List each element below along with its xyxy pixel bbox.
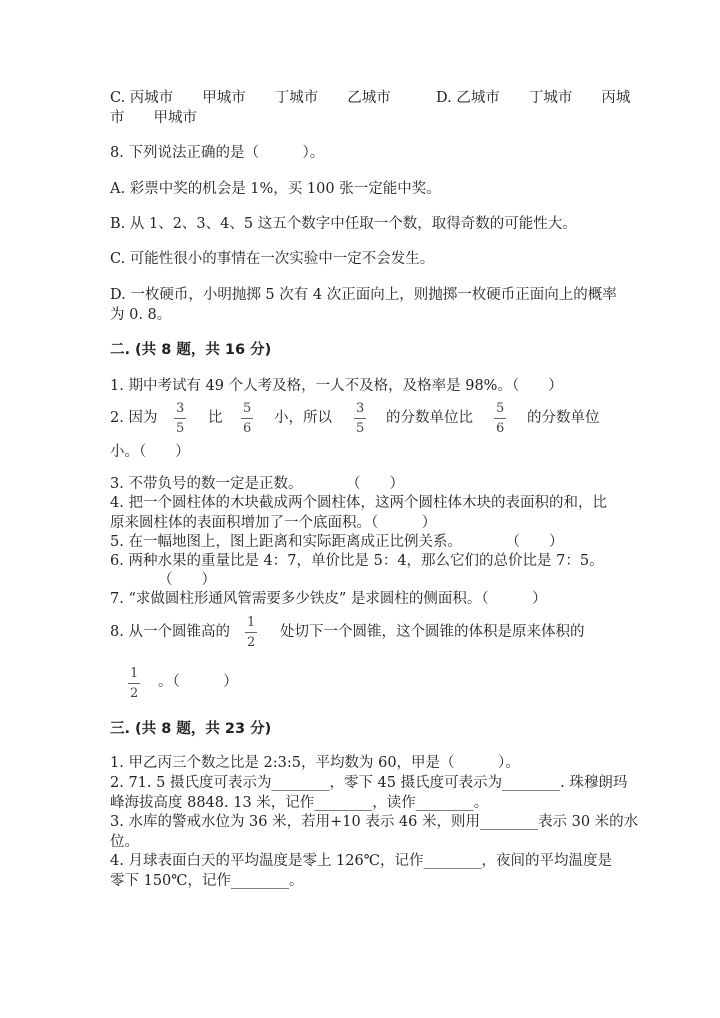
s3-q1: 1. 甲乙丙三个数之比是 2:3:5，平均数为 60，甲是（ ）。 (110, 755, 520, 771)
fraction-numerator: 3 (354, 401, 366, 419)
s3-q3-line1: 3. 水库的警戒水位为 36 米，若用+10 表示 46 米，则用________表示 30 米的水 (110, 814, 639, 830)
fraction-1-2-a (245, 615, 257, 650)
s2-q8-mid: 处切下一个圆锥，这个圆锥的体积是原来体积的 (280, 624, 585, 640)
fraction-denominator: 6 (496, 421, 505, 436)
q8-option-d-line1: D. 一枚硬币，小明抛掷 5 次有 4 次正面向上，则抛掷一枚硬币正面向上的概率 (110, 287, 617, 303)
s2-q6-line1: 6. 两种水果的重量比是 4：7，单价比是 5：4，那么它们的总价比是 7：5。 (110, 553, 604, 569)
fraction-numerator: 5 (494, 401, 506, 419)
s3-q2-line2: 峰海拔高度 8848. 13 米，记作________，读作________。 (110, 795, 489, 811)
q8-option-c: C. 可能性很小的事情在一次实验中一定不会发生。 (110, 251, 435, 267)
s2-q1: 1. 期中考试有 49 个人考及格，一人不及格，及格率是 98%。（ ） (110, 378, 563, 394)
fraction-3-5-a (174, 401, 186, 436)
fraction-numerator: 1 (245, 615, 257, 633)
s2-q4-line2: 原来圆柱体的表面积增加了一个底面积。（ ） (110, 515, 437, 531)
q7-option-c: C. 丙城市 甲城市 丁城市 乙城市 (110, 90, 391, 106)
s2-q5: 5. 在一幅地图上，图上距离和实际距离成正比例关系。 （ ） (110, 534, 564, 550)
s3-q2-line1: 2. 71. 5 摄氏度可表示为________，零下 45 摄氏度可表示为________. 珠穆朗玛 (110, 775, 628, 791)
fraction-denominator: 5 (356, 421, 365, 436)
fraction-denominator: 2 (247, 635, 256, 650)
section-2-title: 二. (共 8 题，共 16 分) (110, 342, 272, 358)
fraction-denominator: 6 (243, 421, 252, 436)
q8-stem: 8. 下列说法正确的是（ ）。 (110, 145, 325, 161)
s2-q2-end: 小。（ ） (110, 444, 190, 460)
fraction-1-2-b (128, 666, 140, 701)
q8-option-b: B. 从 1、2、3、4、5 这五个数字中任取一个数，取得奇数的可能性大。 (110, 216, 577, 232)
s2-q4-line1: 4. 把一个圆柱体的木块截成两个圆柱体，这两个圆柱体木块的表面积的和，比 (110, 495, 607, 511)
fraction-numerator: 5 (241, 401, 253, 419)
s2-q8-end: 。（ ） (158, 674, 238, 690)
s2-q3: 3. 不带负号的数一定是正数。 （ ） (110, 476, 404, 492)
s2-q8-prefix: 8. 从一个圆锥高的 (110, 624, 230, 640)
fraction-numerator: 3 (174, 401, 186, 419)
fraction-denominator: 5 (176, 421, 185, 436)
s2-q2-unit: 的分数单位比 (386, 410, 473, 426)
s3-q4-line2: 零下 150℃，记作________。 (110, 873, 304, 889)
q7-option-d: D. 乙城市 丁城市 丙城 (436, 90, 631, 106)
s2-q2-prefix: 2. 因为 (110, 410, 158, 426)
s2-q2-unit2: 的分数单位 (527, 410, 600, 426)
fraction-5-6-b (494, 401, 506, 436)
s3-q4-line1: 4. 月球表面白天的平均温度是零上 126℃，记作________，夜间的平均温度是 (110, 853, 612, 869)
q8-option-a: A. 彩票中奖的机会是 1%，买 100 张一定能中奖。 (110, 181, 441, 197)
q8-option-d-line2: 为 0. 8。 (110, 307, 172, 323)
s2-q2-bi: 比 (208, 410, 223, 426)
fraction-denominator: 2 (130, 686, 139, 701)
fraction-5-6-a (241, 401, 253, 436)
fraction-3-5-b (354, 401, 366, 436)
q7-option-d-cont: 市 甲城市 (110, 110, 197, 126)
section-3-title: 三. (共 8 题，共 23 分) (110, 721, 272, 737)
fraction-numerator: 1 (128, 666, 140, 684)
s2-q6-line2: （ ） (158, 572, 216, 588)
s2-q7: 7. “求做圆柱形通风管需要多少铁皮” 是求圆柱的侧面积。（ ） (110, 591, 547, 607)
s3-q3-line2: 位。 (110, 834, 139, 850)
s2-q2-small: 小，所以 (274, 410, 332, 426)
